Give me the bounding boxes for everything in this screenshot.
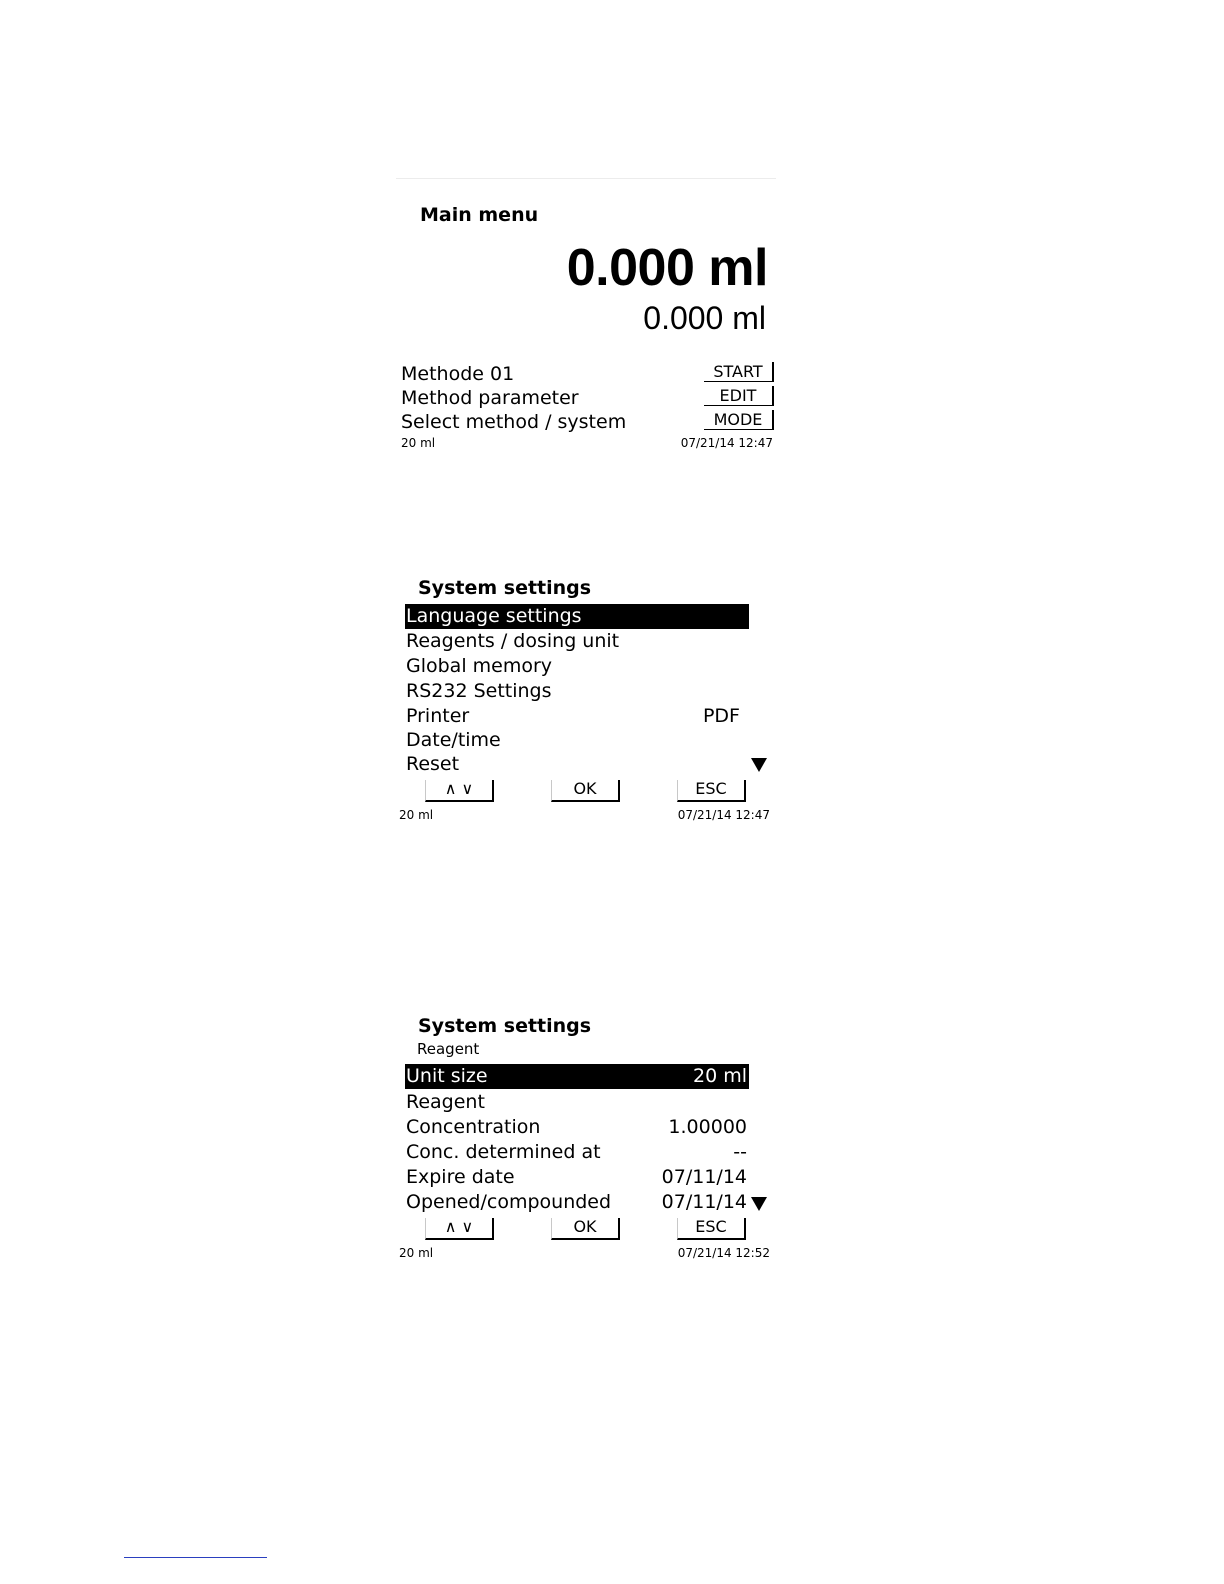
- list-item-label: Expire date: [406, 1166, 515, 1188]
- list-item-label: Reset: [406, 753, 460, 775]
- up-down-button[interactable]: ∧ ∨: [425, 1218, 494, 1240]
- screen-title: System settings: [418, 577, 592, 599]
- concentration-value: 1.00000: [668, 1116, 747, 1138]
- triangle-down-icon: [751, 758, 767, 772]
- mode-button[interactable]: MODE: [704, 410, 774, 430]
- conc-determined-value: --: [733, 1141, 747, 1163]
- unit-size-status: 20 ml: [399, 808, 434, 822]
- list-item-conc-determined-at[interactable]: [405, 1140, 749, 1165]
- opened-compounded-value: 07/11/14: [661, 1191, 747, 1213]
- datetime-status: 07/21/14 12:47: [680, 436, 773, 450]
- ok-button[interactable]: OK: [551, 780, 620, 802]
- list-item-global-memory[interactable]: [405, 654, 749, 679]
- printer-value: PDF: [702, 705, 740, 727]
- datetime-status: 07/21/14 12:52: [677, 1246, 770, 1260]
- list-item-label: RS232 Settings: [406, 680, 552, 702]
- list-item-date-time[interactable]: [405, 728, 749, 753]
- page-top-rule: [396, 178, 776, 179]
- list-item-printer[interactable]: [405, 704, 749, 729]
- menu-label-method-parameter: Method parameter: [401, 387, 579, 409]
- list-item-label: Date/time: [406, 729, 501, 751]
- unit-size-status: 20 ml: [399, 1246, 434, 1260]
- list-item-language-settings[interactable]: [405, 604, 749, 629]
- dosed-volume-primary: 0.000 ml: [566, 239, 768, 297]
- dosed-volume-secondary: 0.000 ml: [643, 300, 766, 336]
- expire-date-value: 07/11/14: [661, 1166, 747, 1188]
- list-item-opened-compounded[interactable]: [405, 1190, 749, 1215]
- list-item-label: Reagents / dosing unit: [406, 630, 620, 652]
- list-item-concentration[interactable]: [405, 1115, 749, 1140]
- datetime-status: 07/21/14 12:47: [677, 808, 770, 822]
- unit-size-value: 20 ml: [692, 1065, 747, 1087]
- list-item-label: Global memory: [406, 655, 553, 677]
- list-item-rs232-settings[interactable]: [405, 679, 749, 704]
- unit-size-status: 20 ml: [401, 436, 436, 450]
- list-item-expire-date[interactable]: [405, 1165, 749, 1190]
- list-item-label: Language settings: [406, 605, 582, 627]
- screen-subtitle: Reagent: [417, 1040, 480, 1058]
- edit-button[interactable]: EDIT: [704, 386, 774, 406]
- list-item-label: Unit size: [406, 1065, 488, 1087]
- screen-title: Main menu: [420, 204, 539, 226]
- list-item-label: Printer: [406, 705, 470, 727]
- list-item-unit-size[interactable]: [405, 1064, 749, 1089]
- list-item-reagents-dosing-unit[interactable]: [405, 629, 749, 654]
- triangle-down-icon: [751, 1197, 767, 1211]
- list-item-reagent[interactable]: [405, 1090, 749, 1115]
- screen-title: System settings: [418, 1015, 592, 1037]
- footnote-rule: [124, 1557, 267, 1558]
- up-down-button[interactable]: ∧ ∨: [425, 780, 494, 802]
- list-item-label: Concentration: [406, 1116, 541, 1138]
- ok-button[interactable]: OK: [551, 1218, 620, 1240]
- menu-label-select-method: Select method / system: [401, 411, 627, 433]
- start-button[interactable]: START: [704, 362, 774, 382]
- list-item-label: Opened/compounded: [406, 1191, 612, 1213]
- list-item-reset[interactable]: [405, 752, 749, 777]
- esc-button[interactable]: ESC: [677, 1218, 746, 1240]
- list-item-label: Conc. determined at: [406, 1141, 601, 1163]
- menu-label-method: Methode 01: [401, 363, 515, 385]
- list-item-label: Reagent: [406, 1091, 485, 1113]
- esc-button[interactable]: ESC: [677, 780, 746, 802]
